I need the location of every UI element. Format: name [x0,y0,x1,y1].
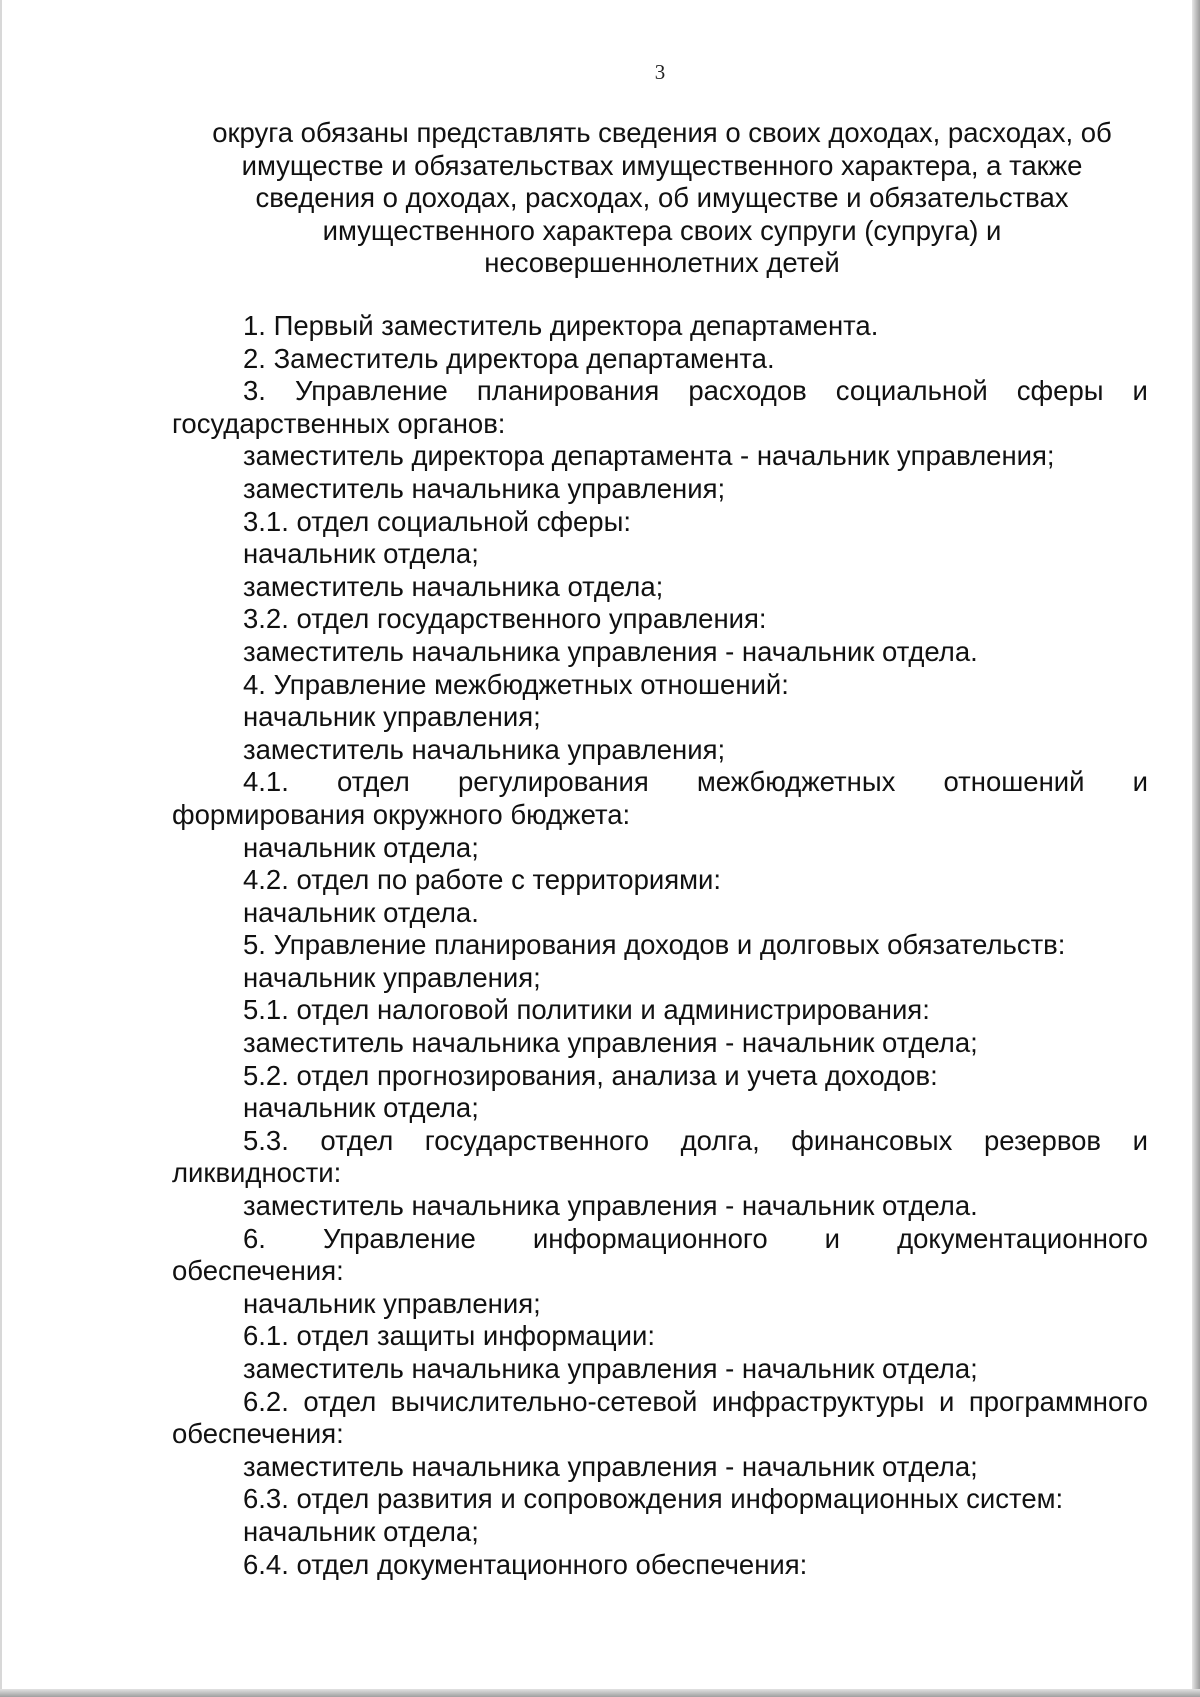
word: 5.3. [243,1124,289,1156]
word: расходов [688,375,807,407]
list-item: начальник отдела; [243,831,479,863]
list-item: 4. Управление межбюджетных отношений: [243,668,789,700]
list-item: начальник отдела; [243,1515,479,1547]
word: регулирования [457,766,649,798]
word: сферы [1016,375,1104,407]
list-item: 6.4. отдел документационного обеспечения: [243,1548,808,1580]
word: Управление [322,1222,476,1254]
list-item: 5. Управление планирования доходов и долговых обязательств: [243,929,1066,961]
list-item: заместитель начальника управления - начальник отдела. [243,1190,978,1222]
heading-line: имущественного характера своих супруги (супруга) и [322,214,1002,246]
word: документационного [897,1222,1148,1254]
word: 4.1. [243,766,289,798]
word: отношений [943,766,1085,798]
word: межбюджетных [696,766,896,798]
positions-list [172,310,1148,1581]
word: информационного [532,1222,768,1254]
list-item: заместитель начальника управления - начальник отдела; [243,1027,978,1059]
word: отдел [320,1124,394,1156]
heading-line: несовершеннолетних детей [484,247,840,278]
word: программного [968,1385,1148,1417]
list-item: 1. Первый заместитель директора департамента. [243,310,879,341]
list-item: 5.1. отдел налоговой политики и администрирования: [243,994,930,1026]
list-item: начальник отдела; [243,538,479,570]
list-item-continuation: обеспечения: [172,1418,344,1450]
list-item: 4.2. отдел по работе с территориями: [243,864,722,896]
list-item: заместитель начальника отдела; [243,570,664,602]
word: 6. [243,1222,266,1254]
list-item: начальник управления; [243,701,541,733]
list-item: заместитель начальника управления - начальник отдела; [243,1353,978,1384]
word: долга, [680,1124,760,1156]
list-item-justified [172,766,1148,799]
word: отдел [303,1385,377,1417]
page-edge-right [1192,0,1200,1697]
heading-line: округа обязаны представлять сведения о своих доходах, расходах, об [212,117,1112,148]
list-item-continuation: государственных органов: [172,407,506,439]
word: отдел [336,766,410,798]
list-item: 2. Заместитель директора департамента. [243,342,775,374]
heading-line: имуществе и обязательствах имущественного характера, а также [241,149,1083,181]
list-item-justified [172,375,1148,408]
page-edge-left [0,0,2,1697]
word: и [824,1222,841,1254]
word: резервов [983,1124,1102,1156]
list-item: заместитель начальника управления - начальник отдела. [243,635,978,667]
list-item-justified [172,1125,1148,1158]
page-edge-bottom [0,1689,1200,1697]
list-item: 3.1. отдел социальной сферы: [243,505,631,537]
word: инфраструктуры [711,1385,925,1417]
word: Управление [294,375,448,407]
list-item-justified [172,1386,1148,1419]
list-item: заместитель начальника управления; [243,472,726,504]
list-item: заместитель начальника управления; [243,733,726,765]
word: и [1132,375,1148,407]
document-heading [172,117,1152,280]
list-item: 5.2. отдел прогнозирования, анализа и учета доходов: [243,1059,938,1091]
word: и [1132,1124,1148,1156]
list-item: начальник управления; [243,961,541,993]
list-item: начальник отдела. [243,896,479,928]
word: государственного [424,1124,650,1156]
word: и [1132,766,1148,798]
list-item-continuation: формирования окружного бюджета: [172,798,631,830]
list-item: заместитель начальника управления - начальник отдела; [243,1450,978,1482]
word: социальной [835,375,988,407]
word: 3. [243,375,266,407]
list-item-continuation: ликвидности: [172,1157,342,1189]
list-item: заместитель директора департамента - начальник управления; [243,440,1055,472]
heading-line: сведения о доходах, расходах, об имуществе и обязательствах [255,182,1069,213]
word: и [938,1385,955,1417]
word: вычислительно-сетевой [390,1385,698,1417]
list-item: 3.2. отдел государственного управления: [243,603,767,635]
list-item: 6.1. отдел защиты информации: [243,1320,655,1352]
list-item: начальник управления; [243,1287,541,1319]
list-item-justified [172,1223,1148,1256]
list-item: начальник отдела; [243,1092,479,1124]
page-number: 3 [654,60,666,84]
word: финансовых [791,1124,953,1156]
list-item-continuation: обеспечения: [172,1255,344,1287]
list-item: 6.3. отдел развития и сопровождения информационных систем: [243,1483,1064,1515]
word: 6.2. [243,1385,289,1417]
word: планирования [476,375,660,407]
